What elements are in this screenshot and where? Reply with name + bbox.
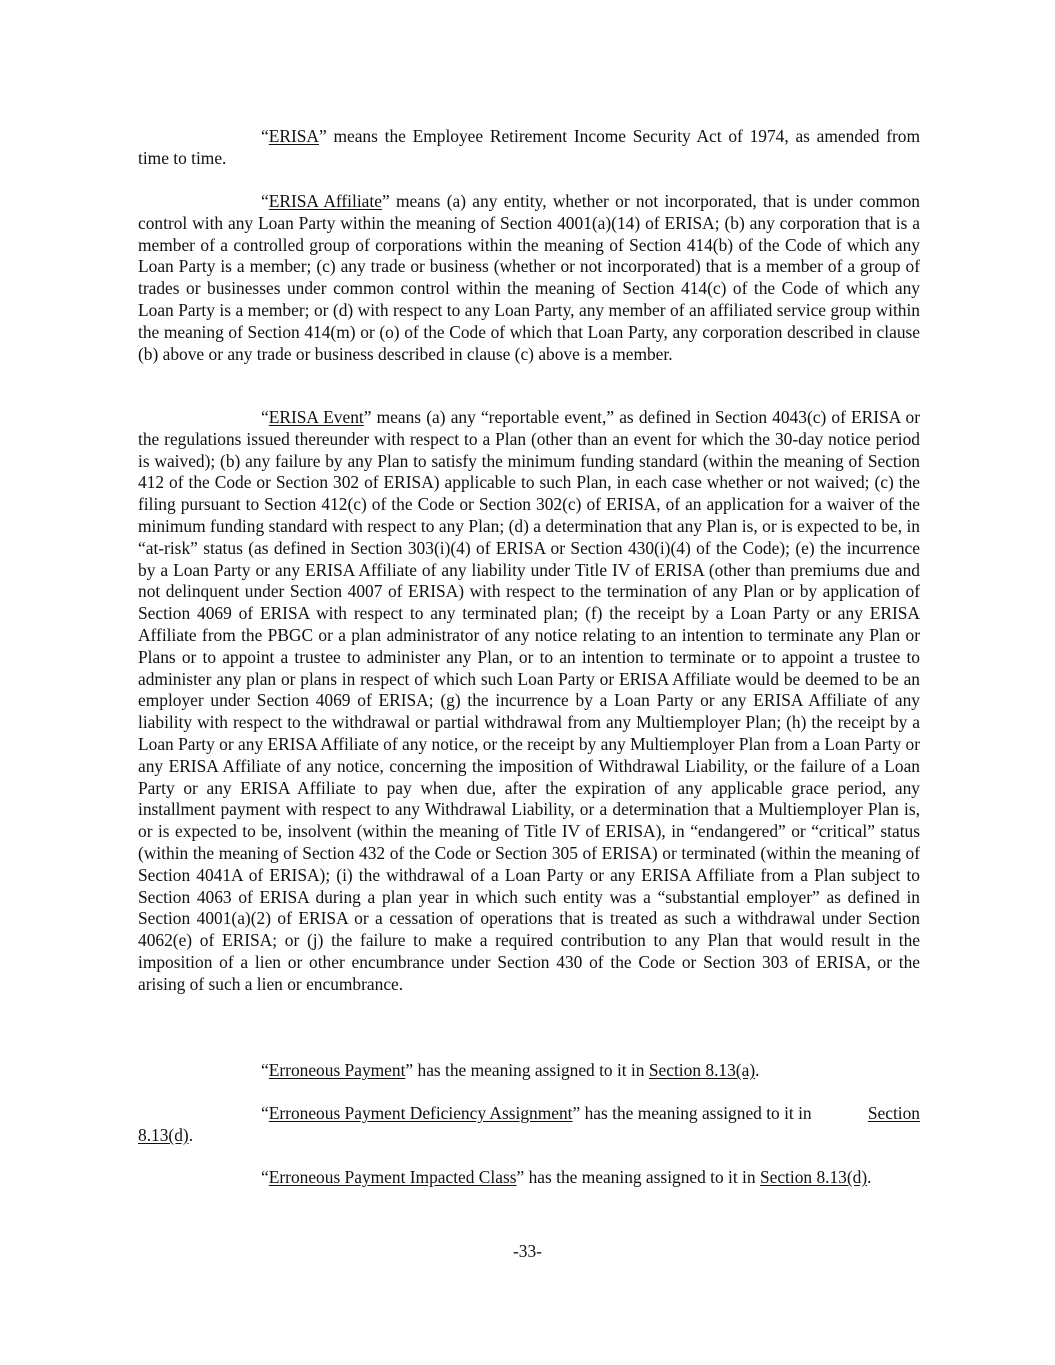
defined-term: ERISA [268, 126, 319, 146]
page-number: -33- [513, 1241, 542, 1261]
definition-text: has the meaning assigned to it in [413, 1060, 649, 1080]
definition-text: means (a) any entity, whether or not incorporated, that is under common control with any Loan Party within the meaning of Section 4001(a)(14) of ERISA; (b) any corporation that is a member of a controlled group of corporations within the meaning of Section 414(b) of the Code of which any Loan Party is a member; (c) any trade or business (whether or not incorporated) that is a member of a group of trades or businesses under common control within the meaning of Section 414(c) of the Code of which any Loan Party is a member; or (d) with respect to any Loan Party, any member of an affiliated service group within the meaning of Section 414(m) or (o) of the Code of which that Loan Party, any corporation described in clause (b) above or any trade or business described in clause (c) above is a member. [138, 191, 920, 364]
section-reference: Section [867, 1103, 920, 1123]
definition-text: means (a) any “reportable event,” as defined in Section 4043(c) of ERISA or the regulations issued thereunder with respect to a Plan (other than an event for which the 30-day notice period is waived); (b) any failure by any Plan to satisfy the minimum funding standard (within the meaning of Section 412 of the Code or Section 302 of ERISA) applicable to such Plan, in each case whether or not waived; (c) the filing pursuant to Section 412(c) of the Code or Section 302(c) of ERISA, of an application for a waiver of the minimum funding standard with respect to any Plan; (d) a determination that any Plan is, or is expected to be, in “at-risk” status (as defined in Section 303(i)(4) of ERISA or Section 430(i)(4) of the Code); (e) the incurrence by a Loan Party or any ERISA Affiliate of any liability under Title IV of ERISA (other than premiums due and not delinquent under Section 4007 of ERISA) with respect to the termination of any Plan or by application of Section 4069 of ERISA with respect to any terminated plan; (f) the receipt by a Loan Party or any ERISA Affiliate from the PBGC or a plan administrator of any notice relating to an intention to terminate any Plan or Plans or to appoint a trustee to administer any Plan, or to an intention to terminate or to appoint a trustee to administer any plan or plans in respect of which such Loan Party or ERISA Affiliate would be deemed to be an employer under Section 4069 of ERISA; (g) the incurrence by a Loan Party or any ERISA Affiliate of any liability with respect to the withdrawal or partial withdrawal from any Multiemployer Plan; (h) the receipt by a Loan Party or any ERISA Affiliate of any notice, or the receipt by any Multiemployer Plan from a Loan Party or any ERISA Affiliate of any notice, concerning the imposition of Withdrawal Liability, or the failure of a Loan Party or any ERISA Affiliate to pay when due, after the expiration of any applicable grace period, any installment payment with respect to any Withdrawal Liability, or a determination that a Multiemployer Plan is, or is expected to be, insolvent (within the meaning of Title IV of ERISA), in “endangered” or “critical” status (within the meaning of Section 432 of the Code or Section 305 of ERISA) or terminated (within the meaning of Section 4041A of ERISA); (i) the withdrawal of a Loan Party or any ERISA Affiliate from a Plan subject to Section 4063 of ERISA during a plan year in which such entity was a “substantial employer” as defined in Section 4001(a)(2) of ERISA or a cessation of operations that is treated as such a withdrawal under Section 4062(e) of ERISA; or (j) the failure to make a required contribution to any Plan that would result in the imposition of a lien or other encumbrance under Section 430 of the Code or Section 303 of ERISA, or the arising of such a lien or encumbrance. [138, 407, 920, 994]
definition-erroneous-payment-impacted-class: “Erroneous Payment Impacted Class” has the meaning assigned to it in Section 8.13(d). [261, 1167, 872, 1187]
defined-term: ERISA Affiliate [268, 191, 382, 211]
definition-erisa-affiliate: “ERISA Affiliate” means (a) any entity, whether or not incorporated, that is under common control with any Loan Party within the meaning of Section 4001(a)(14) of ERISA; (b) any corporation that is a member of a controlled group of corporations within the meaning of Section 414(b) of the Code of which any Loan Party is a member; (c) any trade or business (whether or not incorporated) that is a member of a group of trades or businesses under common control within the meaning of Section 414(c) of the Code of which any Loan Party is a member; or (d) with respect to any Loan Party, any member of an affiliated service group within the meaning of Section 414(m) or (o) of the Code of which that Loan Party, any corporation described in clause (b) above or any trade or business described in clause (c) above is a member. [138, 191, 920, 364]
definition-erroneous-payment-deficiency-assignment: “Erroneous Payment Deficiency Assignment” has the meaning assigned to it in Section 8.13(d). [138, 1103, 920, 1145]
definition-erisa: “ERISA” means the Employee Retirement Income Security Act of 1974, as amended from time to time. [138, 126, 920, 168]
defined-term: ERISA Event [268, 407, 364, 427]
section-reference: Section 8.13(a) [648, 1060, 756, 1080]
definition-erroneous-payment: “Erroneous Payment” has the meaning assigned to it in Section 8.13(a). [261, 1060, 760, 1080]
defined-term: Erroneous Payment Deficiency Assignment [268, 1103, 573, 1123]
definition-text: means the Employee Retirement Income Security Act of 1974, as amended from time to time. [138, 126, 920, 168]
defined-term: Erroneous Payment [268, 1060, 406, 1080]
defined-term: Erroneous Payment Impacted Class [268, 1167, 517, 1187]
section-reference: Section 8.13(d) [759, 1167, 868, 1187]
definition-erisa-event: “ERISA Event” means (a) any “reportable event,” as defined in Section 4043(c) of ERISA or the regulations issued thereunder with respect to a Plan (other than an event for which the 30-day notice period is waived); (b) any failure by any Plan to satisfy the minimum funding standard (within the meaning of Section 412 of the Code or Section 302 of ERISA) applicable to such Plan, in each case whether or not waived; (c) the filing pursuant to Section 412(c) of the Code or Section 302(c) of ERISA, of an application for a waiver of the minimum funding standard with respect to any Plan; (d) a determination that any Plan is, or is expected to be, in “at-risk” status (as defined in Section 303(i)(4) of ERISA or Section 430(i)(4) of the Code); (e) the incurrence by a Loan Party or any ERISA Affiliate of any liability under Title IV of ERISA (other than premiums due and not delinquent under Section 4007 of ERISA) with respect to the termination of any Plan or by application of Section 4069 of ERISA with respect to any terminated plan; (f) the receipt by a Loan Party or any ERISA Affiliate from the PBGC or a plan administrator of any notice relating to an intention to terminate any Plan or Plans or to appoint a trustee to administer any Plan, or to an intention to terminate or to appoint a trustee to administer any plan or plans in respect of which such Loan Party or ERISA Affiliate would be deemed to be an employer under Section 4069 of ERISA; (g) the incurrence by a Loan Party or any ERISA Affiliate of any liability with respect to the withdrawal or partial withdrawal from any Multiemployer Plan; (h) the receipt by a Loan Party or any ERISA Affiliate of any notice, or the receipt by any Multiemployer Plan from a Loan Party or any ERISA Affiliate of any notice, concerning the imposition of Withdrawal Liability, or the failure of a Loan Party or any ERISA Affiliate to pay when due, after the expiration of any applicable grace period, any installment payment with respect to any Withdrawal Liability, or a determination that a Multiemployer Plan is, or is expected to be, insolvent (within the meaning of Title IV of ERISA), in “endangered” or “critical” status (within the meaning of Section 432 of the Code or Section 305 of ERISA) or terminated (within the meaning of Section 4041A of ERISA); (i) the withdrawal of a Loan Party or any ERISA Affiliate from a Plan subject to Section 4063 of ERISA during a plan year in which such entity was a “substantial employer” as defined in Section 4001(a)(2) of ERISA or a cessation of operations that is treated as such a withdrawal under Section 4062(e) of ERISA; or (j) the failure to make a required contribution to any Plan that would result in the imposition of a lien or other encumbrance under Section 430 of the Code or Section 303 of ERISA, or the arising of such a lien or encumbrance. [138, 407, 920, 994]
definition-text: has the meaning assigned to it in [580, 1103, 812, 1123]
definition-text: has the meaning assigned to it in [524, 1167, 760, 1187]
section-reference-continued: 8.13(d) [138, 1124, 189, 1145]
